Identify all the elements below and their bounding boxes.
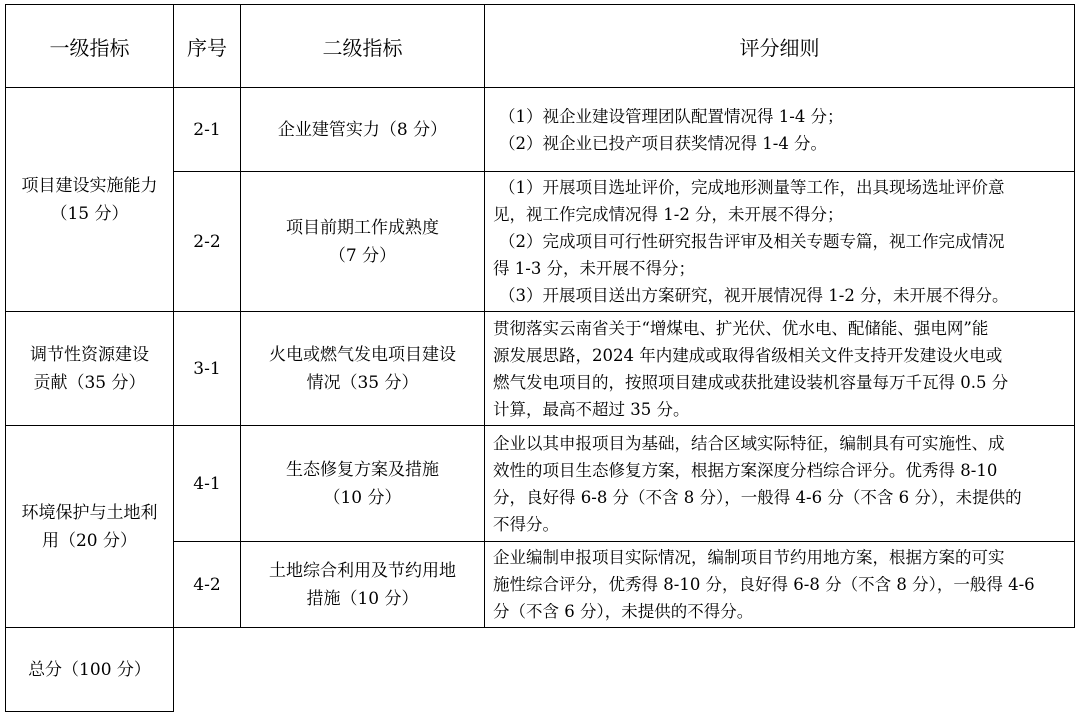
primary-indicator-label: 环境保护与土地利 [21,502,158,523]
blank-cell [485,628,1075,712]
scoring-rule-cell [485,172,1075,312]
primary-indicator-score: 贡献（35 分） [33,372,146,393]
rule-line: 施性综合评分，优秀得 8-10 分，良好得 6-8 分（不含 8 分），一般得 4-6 [493,575,1035,594]
rule-line: 企业编制申报项目实际情况，编制项目节约用地方案，根据方案的可实 [493,548,1005,567]
rule-line: （2）视企业已投产项目获奖情况得 1-4 分。 [499,133,828,153]
secondary-indicator-cell [241,88,485,172]
table-row [6,88,1075,172]
rule-line: 贯彻落实云南省关于“增煤电、扩光伏、优水电、配储能、强电网”能 [493,318,989,338]
secondary-indicator-score: （10 分） [323,487,402,508]
header-scoring-rules: 评分细则 [485,5,1075,88]
secondary-indicator-cell [241,172,485,312]
total-score: 总分（100 分） [6,628,174,712]
rule-line: 分，良好得 6-8 分（不含 8 分），一般得 4-6 分（不含 6 分），未提供的 [493,487,1022,507]
secondary-indicator-score: 措施（10 分） [306,588,419,609]
secondary-indicator-label: 火电或燃气发电项目建设 [269,344,456,365]
total-row [6,628,1075,712]
secondary-indicator-label: 项目前期工作成熟度 [286,217,439,238]
rule-line: （3）开展项目送出方案研究，视开展情况得 1-2 分，未开展不得分。 [499,286,1009,305]
table-row [6,426,1075,542]
rule-line: （2）完成项目可行性研究报告评审及相关专题专篇，视工作完成情况 [499,232,1005,251]
header-serial-number: 序号 [174,5,241,88]
scoring-rule-cell [485,426,1075,542]
table-row [6,312,1075,426]
blank-cell [241,628,485,712]
header-secondary-indicator: 二级指标 [241,5,485,88]
rule-line: 源发展思路，2024 年内建成或取得省级相关文件支持开发建设火电或 [493,345,1003,365]
serial-number: 2-1 [174,88,241,172]
serial-number: 3-1 [174,312,241,426]
rule-line: 不得分。 [493,514,559,534]
secondary-indicator-score: （7 分） [328,245,397,266]
rule-line: 见，视工作完成情况得 1-2 分，未开展不得分； [493,205,844,224]
header-primary-indicator: 一级指标 [6,5,174,88]
serial-number: 4-2 [174,542,241,628]
serial-number: 2-2 [174,172,241,312]
secondary-indicator-cell [241,542,485,628]
header-row [6,5,1075,88]
primary-indicator-score: （15 分） [50,203,129,224]
primary-indicator-cell [6,426,174,628]
rule-line: （1）开展项目选址评价，完成地形测量等工作，出具现场选址评价意 [499,178,1005,197]
secondary-indicator-cell [241,312,485,426]
secondary-indicator-cell [241,426,485,542]
primary-indicator-score: 用（20 分） [41,530,138,551]
rule-line: 得 1-3 分，未开展不得分； [493,259,696,278]
serial-number: 4-1 [174,426,241,542]
secondary-indicator-label: 土地综合利用及节约用地 [269,560,456,581]
primary-indicator-cell [6,88,174,312]
scoring-rule-cell [485,542,1075,628]
primary-indicator-label: 调节性资源建设 [30,344,149,365]
scoring-rule-cell [485,312,1075,426]
primary-indicator-cell [6,312,174,426]
scoring-rule-cell [485,88,1075,172]
rule-line: 效性的项目生态修复方案，根据方案深度分档综合评分。优秀得 8-10 [493,460,998,480]
rule-line: 计算，最高不超过 35 分。 [493,399,690,419]
secondary-indicator-score: 情况（35 分） [306,372,419,393]
primary-indicator-label: 项目建设实施能力 [21,175,158,196]
rule-line: 分（不含 6 分），未提供的不得分。 [493,602,754,621]
scoring-table [5,4,1075,712]
rule-line: 企业以其申报项目为基础，结合区域实际特征，编制具有可实施性、成 [493,433,1005,453]
blank-cell [174,628,241,712]
rule-line: （1）视企业建设管理团队配置情况得 1-4 分； [499,106,844,126]
secondary-indicator-label: 生态修复方案及措施 [286,459,439,480]
rule-line: 燃气发电项目的，按照项目建成或获批建设装机容量每万千瓦得 0.5 分 [493,372,1009,392]
secondary-indicator-label: 企业建管实力（8 分） [277,119,448,140]
